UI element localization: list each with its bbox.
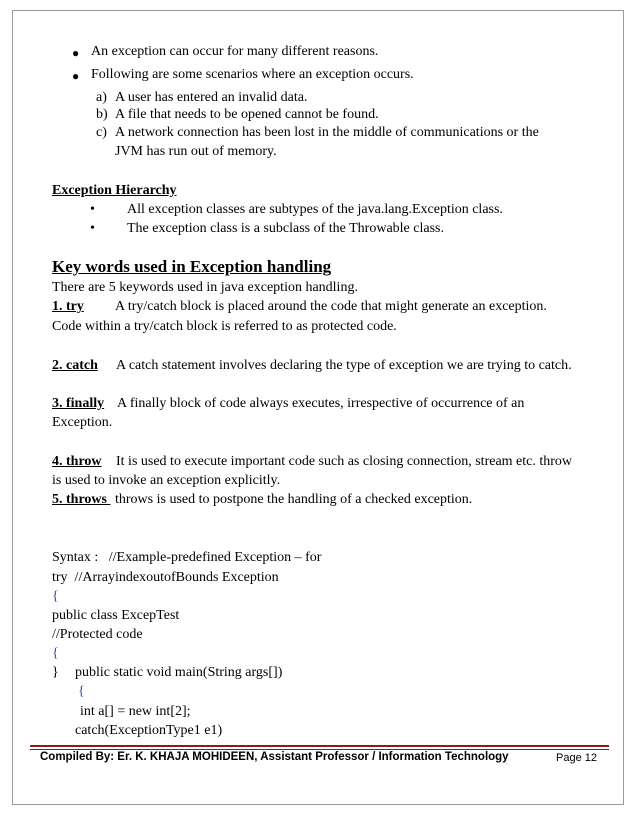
hierarchy-heading: Exception Hierarchy <box>52 183 177 198</box>
footer-rule <box>30 749 609 750</box>
try-text-cont: Code within a try/catch block is referred to as protected code. <box>52 319 397 334</box>
catch-text: A catch statement involves declaring the type of exception we are trying to catch. <box>116 358 572 373</box>
throw-text-cont: is used to invoke an exception explicitly. <box>52 473 281 488</box>
code-try-line: try //ArrayindexoutofBounds Exception <box>52 570 279 585</box>
hierarchy-item-1: All exception classes are subtypes of the java.lang.Exception class. <box>127 202 503 217</box>
bullet-dot: ● <box>72 69 80 83</box>
scenario-marker: b) <box>96 107 108 122</box>
bullet-dot: ● <box>72 46 80 60</box>
catch-label: 2. catch <box>52 358 98 373</box>
code-open-brace: { <box>78 684 85 699</box>
scenario-c: A network connection has been lost in the middle of communications or the <box>115 125 539 140</box>
hierarchy-bullet: • <box>90 221 95 236</box>
scenario-c-cont: JVM has run out of memory. <box>115 144 277 159</box>
code-class-line: public class ExcepTest <box>52 608 180 623</box>
code-close-brace: } <box>52 665 59 680</box>
code-open-brace: { <box>52 589 59 604</box>
footer-credit: Compiled By: Er. K. KHAJA MOHIDEEN, Assistant Professor / Information Technology <box>40 751 509 763</box>
throws-text: throws is used to postpone the handling of a checked exception. <box>115 492 473 507</box>
try-label: 1. try <box>52 299 84 314</box>
finally-text: A finally block of code always executes, irrespective of occurrence of an <box>117 396 525 411</box>
bullet-2: Following are some scenarios where an exception occurs. <box>91 67 414 82</box>
keywords-intro: There are 5 keywords used in java exception handling. <box>52 280 358 295</box>
throw-text: It is used to execute important code such as closing connection, stream etc. throw <box>116 454 573 469</box>
code-syntax-line: Syntax : //Example-predefined Exception – for <box>52 550 322 565</box>
code-open-brace: { <box>52 646 59 661</box>
code-catch-line: catch(ExceptionType1 e1) <box>75 723 223 738</box>
try-text: A try/catch block is placed around the code that might generate an exception. <box>115 299 547 314</box>
scenario-b: A file that needs to be opened cannot be found. <box>115 107 379 122</box>
page-number: Page 12 <box>556 752 597 764</box>
hierarchy-bullet: • <box>90 202 95 217</box>
finally-text-cont: Exception. <box>52 415 113 430</box>
throws-label: 5. throws <box>52 492 111 507</box>
keywords-heading: Key words used in Exception handling <box>52 257 332 276</box>
hierarchy-item-2: The exception class is a subclass of the Throwable class. <box>127 221 444 236</box>
scenario-marker: a) <box>96 90 107 105</box>
throw-label: 4. throw <box>52 454 102 469</box>
finally-label: 3. finally <box>52 396 105 411</box>
scenario-marker: c) <box>96 125 107 140</box>
scenario-a: A user has entered an invalid data. <box>115 90 308 105</box>
bullet-1: An exception can occur for many different reasons. <box>91 44 379 59</box>
footer-rule <box>30 745 609 747</box>
code-comment-line: //Protected code <box>52 627 143 642</box>
code-array-line: int a[] = new int[2]; <box>80 704 191 719</box>
code-main-line: public static void main(String args[]) <box>75 665 283 680</box>
